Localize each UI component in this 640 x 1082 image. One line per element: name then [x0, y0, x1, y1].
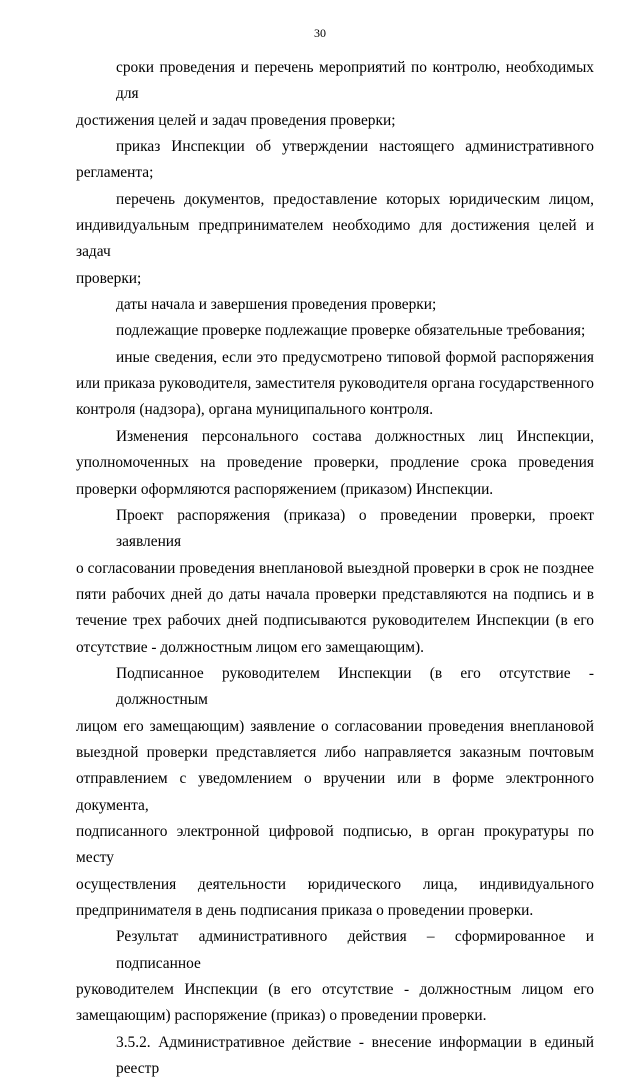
paragraph — [76, 318, 594, 344]
page-number: 30 — [314, 26, 326, 40]
text-line: Результат административного действия – сформированное и подписанное — [116, 928, 594, 972]
paragraph — [76, 924, 594, 1029]
paragraph — [76, 134, 594, 187]
text-line: отправлением с уведомлением о вручении или в форме электронного документа, — [76, 770, 594, 814]
paragraph — [76, 503, 594, 661]
text-line: уполномоченных на проведение проверки, продление срока проведения — [76, 454, 594, 472]
paragraph — [76, 345, 594, 424]
text-line: выездной проверки представляется либо направляется заказным почтовым — [76, 743, 594, 761]
text-line: подлежащие проверке подлежащие проверке обязательные требования; — [116, 322, 586, 340]
text-line: подписанного электронной цифровой подписью, в орган прокуратуры по месту — [76, 822, 594, 867]
paragraph — [76, 292, 594, 318]
text-line: иные сведения, если это предусмотрено типовой формой распоряжения — [116, 348, 594, 366]
text-line: Проект распоряжения (приказа) о проведении проверки, проект заявления — [116, 506, 594, 551]
text-line: проверки оформляются распоряжением (приказом) Инспекции. — [76, 480, 494, 498]
text-line: лицом его замещающим) заявление о согласовании проведения внеплановой — [76, 717, 594, 735]
text-line: индивидуальным предпринимателем необходимо для достижения целей и задач — [76, 217, 594, 261]
text-line: перечень документов, предоставление которых юридическим лицом, — [116, 190, 594, 208]
paragraph — [76, 55, 594, 134]
text-line: сроки проведения и перечень мероприятий по контролю, необходимых для — [116, 59, 594, 103]
paragraph — [76, 424, 594, 503]
text-line: замещающим) распоряжение (приказ) о проведении проверки. — [76, 1007, 487, 1025]
text-line: или приказа руководителя, заместителя руководителя органа государственного — [76, 375, 594, 393]
text-line: течение трех рабочих дней подписываются руководителем Инспекции (в его — [76, 612, 594, 630]
text-line: даты начала и завершения проведения проверки; — [116, 296, 437, 314]
text-line: руководителем Инспекции (в его отсутствие - должностным лицом его — [76, 981, 594, 999]
text-line: 3.5.2. Административное действие - внесение информации в единый реестр — [116, 1033, 594, 1078]
text-line: проверки; — [76, 269, 142, 287]
text-line: регламента; — [76, 164, 154, 182]
text-line: предпринимателя в день подписания приказа о проведении проверки. — [76, 902, 534, 919]
text-line: Изменения персонального состава должностных лиц Инспекции, — [116, 427, 594, 445]
text-line: Подписанное руководителем Инспекции (в его отсутствие - должностным — [116, 664, 594, 709]
text-line: о согласовании проведения внеплановой выездной проверки в срок не позднее — [76, 559, 594, 577]
text-line: пяти рабочих дней до даты начала проверки представляются на подпись и в — [76, 585, 594, 603]
paragraph — [76, 187, 594, 292]
text-line: отсутствие - должностным лицом его замещающим). — [76, 638, 424, 656]
text-line: достижения целей и задач проведения проверки; — [76, 111, 396, 129]
paragraph — [76, 661, 594, 924]
paragraph — [76, 1030, 594, 1082]
text-line: контроля (надзора), органа муниципального контроля. — [76, 401, 434, 419]
text-line: осуществления деятельности юридического лица, индивидуального — [76, 875, 594, 893]
text-line: приказ Инспекции об утверждении настоящего административного — [116, 138, 594, 156]
document-body — [76, 55, 594, 1082]
